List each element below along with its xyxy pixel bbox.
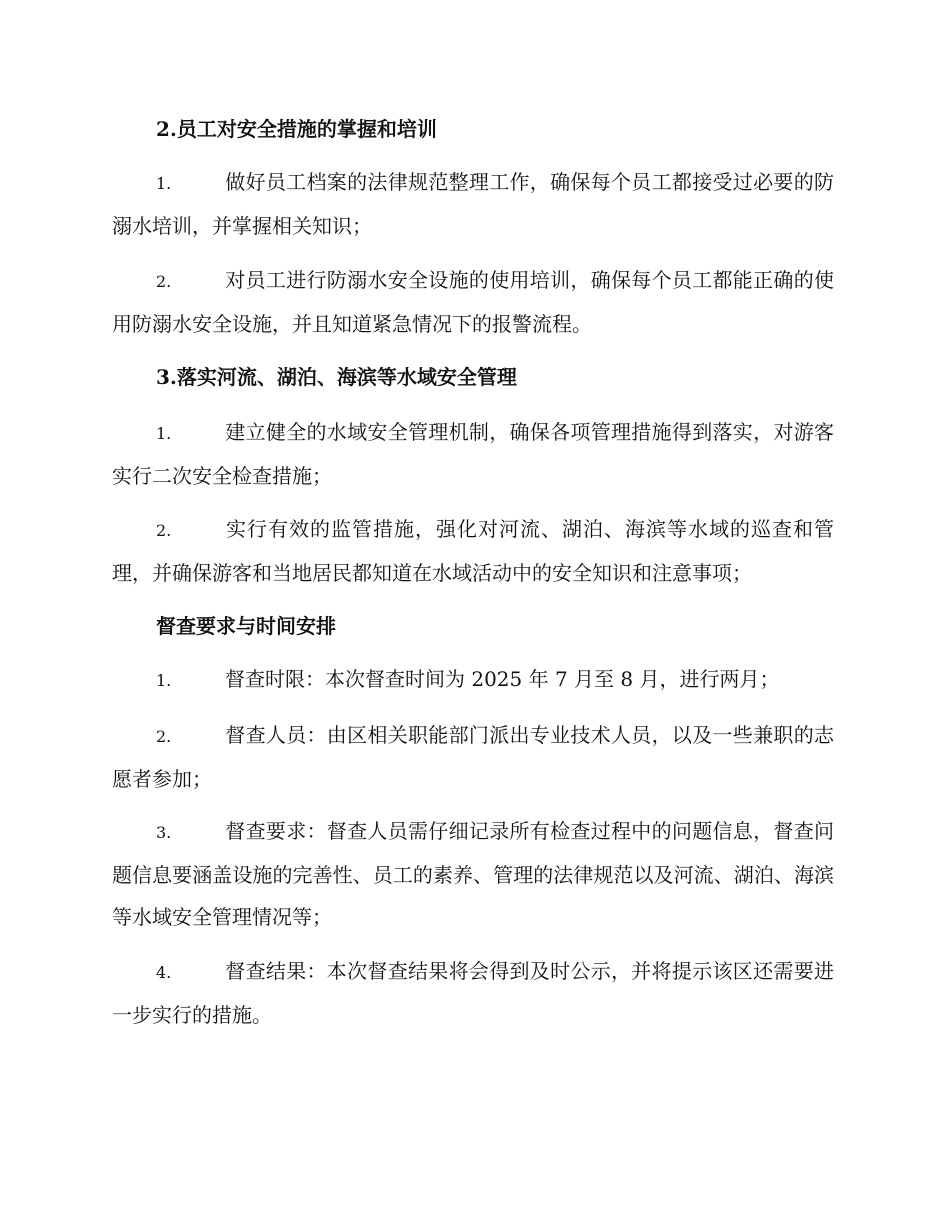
item-number: 1. [156, 671, 172, 690]
section-heading-water-safety: 3.落实河流、湖泊、海滨等水域安全管理 [156, 365, 517, 389]
item-text: 督查人员：由区相关职能部门派出专业技术人员，以及一些兼职的志愿者参加； [112, 723, 834, 791]
list-item [112, 810, 834, 938]
item-number: 2. [156, 272, 172, 291]
list-item [112, 950, 834, 1036]
list-item [112, 411, 834, 497]
list-item [112, 508, 834, 594]
list-item [112, 658, 834, 702]
item-text: 督查结果：本次督查结果将会得到及时公示，并将提示该区还需要进一步实行的措施。 [112, 959, 834, 1027]
list-item [112, 161, 834, 247]
item-text: 做好员工档案的法律规范整理工作，确保每个员工都接受过必要的防溺水培训，并掌握相关知识； [112, 170, 834, 238]
item-number: 1. [156, 174, 172, 193]
section-heading-staff-training: 2.员工对安全措施的掌握和培训 [156, 117, 437, 141]
item-number: 4. [156, 963, 172, 982]
item-number: 3. [156, 823, 172, 842]
list-item [112, 714, 834, 800]
list-item [112, 259, 834, 345]
item-number: 2. [156, 521, 172, 540]
item-text: 实行有效的监管措施，强化对河流、湖泊、海滨等水域的巡查和管理，并确保游客和当地居民都知道在水域活动中的安全知识和注意事项； [112, 517, 834, 585]
item-number: 2. [156, 727, 172, 746]
item-text: 对员工进行防溺水安全设施的使用培训，确保每个员工都能正确的使用防溺水安全设施，并且知道紧急情况下的报警流程。 [112, 268, 834, 336]
item-text: 督查要求：督查人员需仔细记录所有检查过程中的问题信息，督查问题信息要涵盖设施的完善性、员工的素养、管理的法律规范以及河流、湖泊、海滨等水域安全管理情况等； [112, 819, 834, 929]
item-text: 督查时限：本次督查时间为 2025 年 7 月至 8 月，进行两月； [225, 667, 780, 691]
item-text: 建立健全的水域安全管理机制，确保各项管理措施得到落实，对游客实行二次安全检查措施； [112, 420, 834, 488]
item-number: 1. [156, 424, 172, 443]
section-heading-inspection-schedule: 督查要求与时间安排 [156, 614, 336, 638]
